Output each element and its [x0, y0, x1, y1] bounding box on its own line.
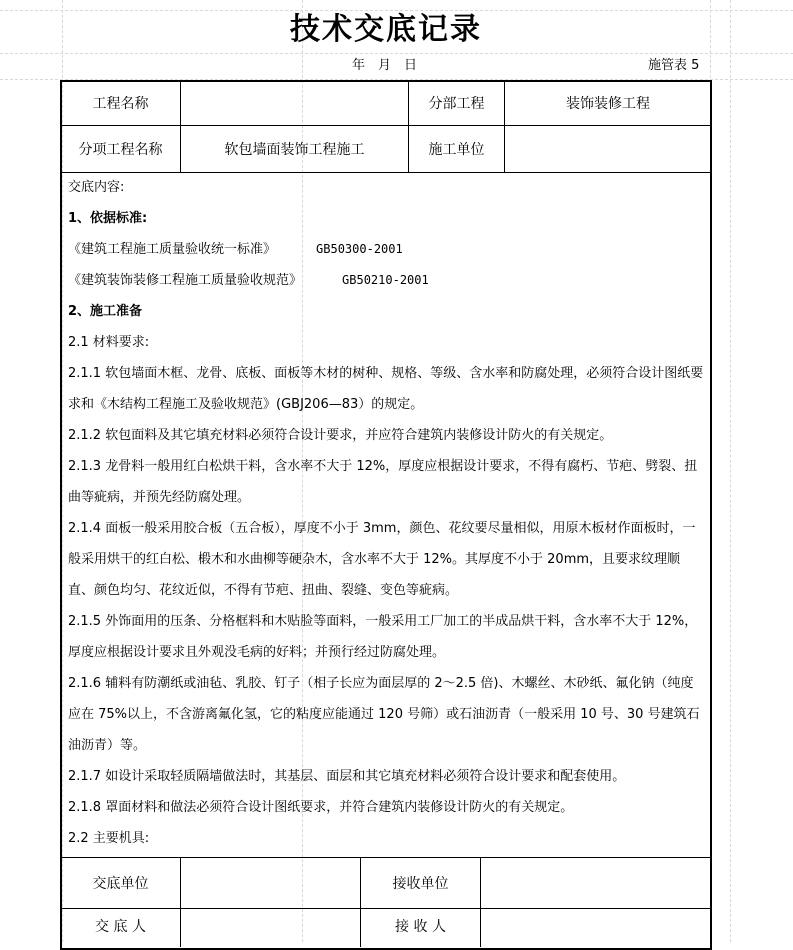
paragraph-2-1-8: 2.1.8 罩面材料和做法必须符合设计图纸要求，并符合建筑内装修设计防火的有关规定。: [68, 800, 574, 815]
handover-unit-value[interactable]: [181, 858, 360, 908]
paragraph-2-1-7: 2.1.7 如设计采取轻质隔墙做法时，其基层、面层和其它填充材料必须符合设计要求和配套使用。: [68, 769, 626, 784]
paragraph-2-1-2: 2.1.2 软包面料及其它填充材料必须符合设计要求，并应符合建筑内装修设计防火的有关规定。: [68, 428, 613, 443]
construction-unit-label: 施工单位: [428, 142, 485, 158]
subsection-materials: 2.1 材料要求:: [68, 335, 150, 350]
standard-name: 《建筑装饰装修工程施工质量验收规范》: [68, 273, 303, 288]
standard-name: 《建筑工程施工质量验收统一标准》: [68, 242, 277, 257]
section-standards-title: 1、依据标准:: [68, 211, 148, 226]
division-value[interactable]: 装饰装修工程: [566, 96, 650, 112]
receiver-unit-label: 接收单位: [392, 876, 449, 892]
project-name-value[interactable]: [181, 81, 408, 125]
form-code: 施管表 5: [648, 58, 700, 73]
handover-person-value[interactable]: [181, 909, 360, 942]
paragraph-2-1-4: 2.1.4 面板一般采用胶合板（五合板），厚度不小于 3mm，颜色、花纹要尽量相似，用原木板材作面板时，一般采用烘干的红白松、椴木和水曲柳等硬杂木，含水率不大于 12%。其厚度不小于 20mm，且要求纹理顺直、颜色均匀、花纹近似，不得有节疤、扭曲、裂缝、变色等疵病。: [68, 521, 696, 598]
standard-item: [68, 265, 704, 296]
standard-code: GB50300-2001: [316, 242, 403, 256]
standard-item: [68, 234, 704, 265]
receiver-unit-value[interactable]: [481, 858, 711, 908]
document-title: 技术交底记录: [290, 12, 482, 47]
project-name-label: 工程名称: [92, 96, 149, 112]
handover-unit-label: 交底单位: [92, 876, 149, 892]
paragraph-2-1-3: 2.1.3 龙骨料一般用红白松烘干料，含水率不大于 12%，厚度应根据设计要求，不得有腐朽、节疤、劈裂、扭曲等疵病，并预先经防腐处理。: [68, 459, 698, 505]
section-preparation-title: 2、施工准备: [68, 304, 143, 319]
subsection-equipment: 2.2 主要机具:: [68, 831, 150, 846]
paragraph-2-1-5: 2.1.5 外饰面用的压条、分格框料和木贴脸等面料，一般采用工厂加工的半成品烘干料，含水率不大于 12%，厚度应根据设计要求且外观没毛病的好料；并预行经过防腐处理。: [68, 614, 698, 660]
construction-unit-value[interactable]: [505, 126, 711, 172]
handover-person-label: 交 底 人: [95, 918, 146, 935]
standard-code: GB50210-2001: [342, 273, 429, 287]
content-intro: 交底内容:: [68, 180, 125, 195]
paragraph-2-1-1: 2.1.1 软包墙面木框、龙骨、底板、面板等木材的树种、规格、等级、含水率和防腐处理，必须符合设计图纸要求和《木结构工程施工及验收规范》(GBJ206—83）的规定。: [68, 366, 704, 412]
date-label: 年 月 日: [352, 58, 418, 73]
handover-content: [68, 172, 704, 854]
paragraph-2-1-6: 2.1.6 辅料有防潮纸或油毡、乳胶、钉子（相子长应为面层厚的 2～2.5 倍)、木螺丝、木砂纸、氟化钠（纯度应在 75%以上，不含游离氟化氢，它的粘度应能通过 120 号筛）或石油沥青（一般采用 10 号、30 号建筑石油沥青）等。: [68, 676, 700, 753]
sub-project-value[interactable]: 软包墙面装饰工程施工: [224, 142, 365, 158]
receiver-person-label: 接 收 人: [395, 918, 446, 935]
sub-project-label: 分项工程名称: [78, 142, 163, 158]
division-label: 分部工程: [428, 96, 485, 112]
gridline: [730, 0, 731, 942]
receiver-person-value[interactable]: [481, 909, 711, 942]
